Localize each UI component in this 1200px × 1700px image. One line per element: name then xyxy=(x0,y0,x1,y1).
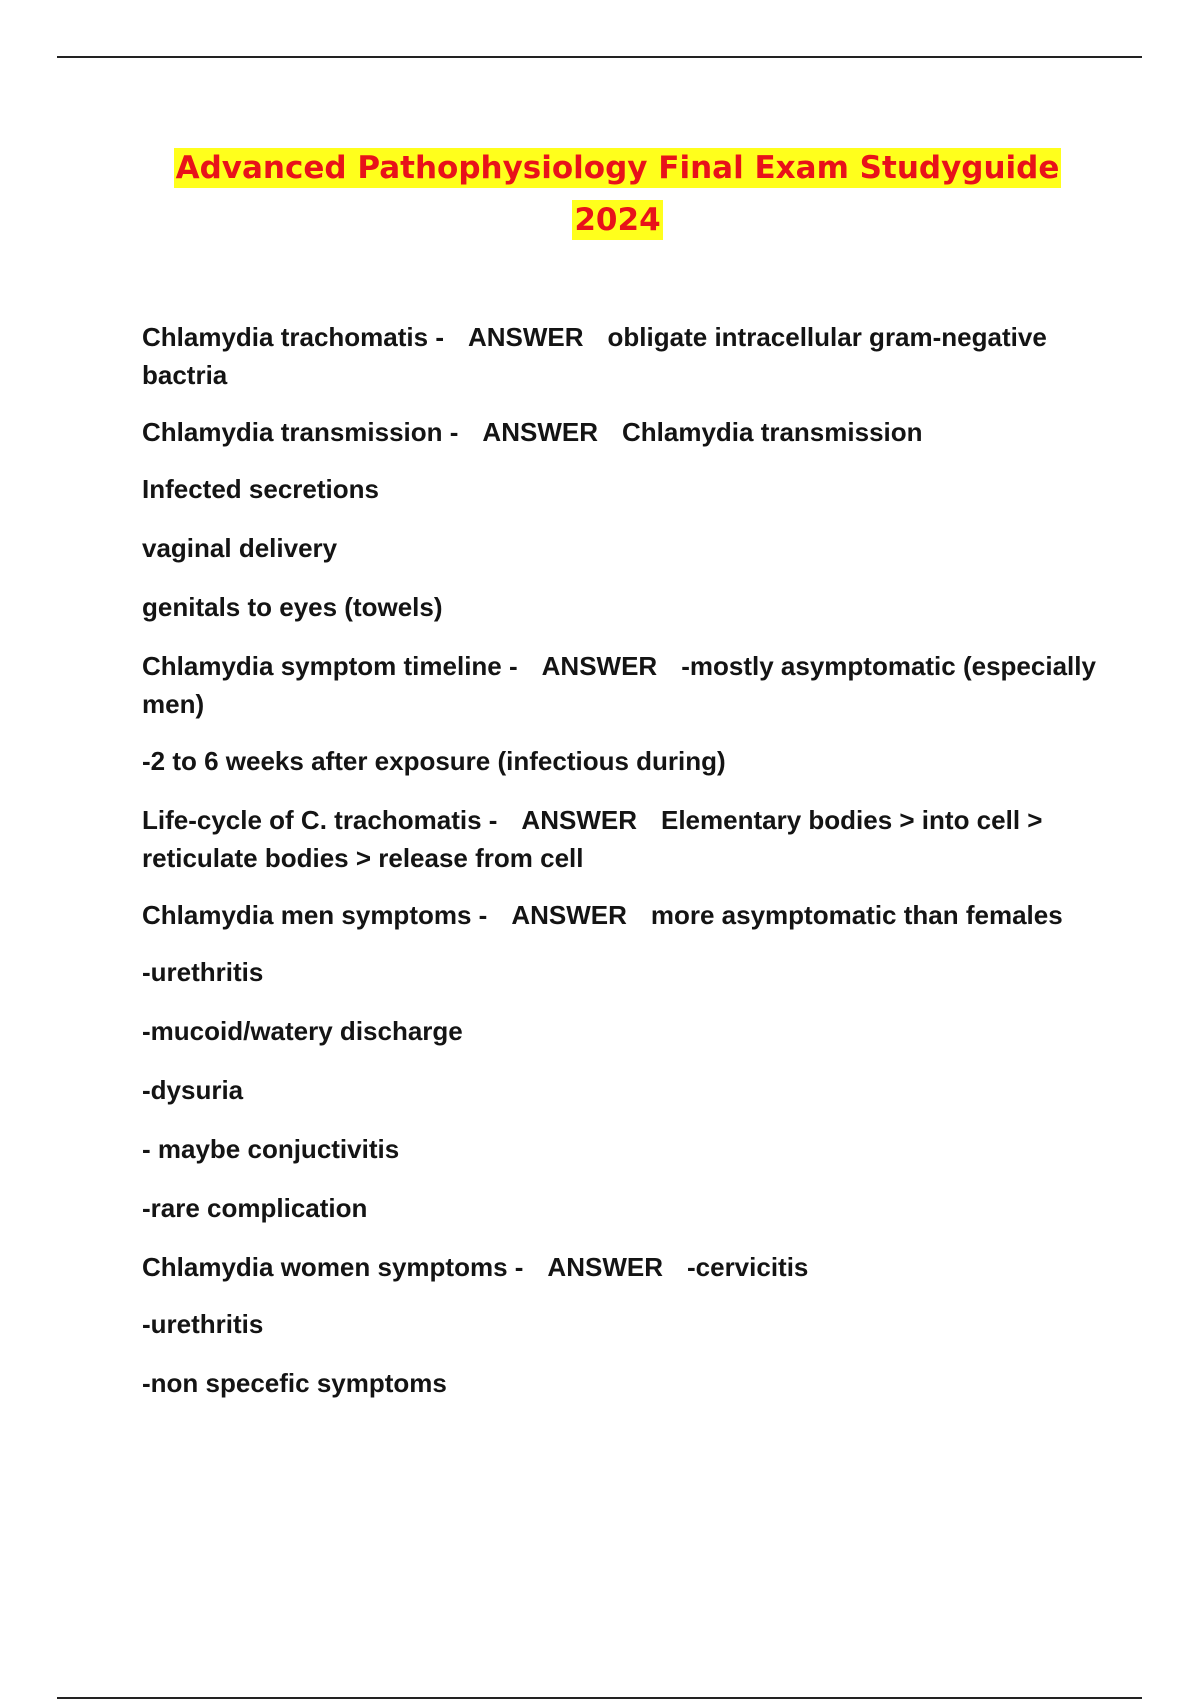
title-line-1: Advanced Pathophysiology Final Exam Studyguide xyxy=(175,150,1060,186)
title-line-2: 2024 xyxy=(574,202,661,238)
text-line: -rare complication xyxy=(142,1193,368,1223)
entry-term: Chlamydia transmission - xyxy=(142,417,459,447)
qa-entry xyxy=(142,896,1102,934)
entry-answer: Elementary bodies > into cell > reticulate bodies > release from cell xyxy=(142,805,1043,873)
entry-term: Chlamydia women symptoms - xyxy=(142,1252,524,1282)
qa-entry xyxy=(142,647,1102,723)
entry-answer: obligate intracellular gram-negative bactria xyxy=(142,322,1047,390)
text-line: -dysuria xyxy=(142,1075,244,1105)
answer-label: ANSWER xyxy=(482,417,598,447)
study-content xyxy=(142,318,1102,1423)
text-line: -urethritis xyxy=(142,957,264,987)
top-rule xyxy=(57,56,1142,58)
answer-label: ANSWER xyxy=(521,805,637,835)
entry-answer: more asymptomatic than females xyxy=(650,900,1063,930)
qa-entry xyxy=(142,413,1102,451)
entry-answer: -mostly asymptomatic (especially men) xyxy=(142,651,1096,719)
document-title xyxy=(0,142,1200,246)
entry-term: Life-cycle of C. trachomatis - xyxy=(142,805,498,835)
entry-answer: Chlamydia transmission xyxy=(621,417,923,447)
text-line: vaginal delivery xyxy=(142,533,338,563)
qa-entry xyxy=(142,801,1102,877)
answer-label: ANSWER xyxy=(547,1252,663,1282)
text-line: -urethritis xyxy=(142,1309,264,1339)
entry-term: Chlamydia symptom timeline - xyxy=(142,651,518,681)
text-line: genitals to eyes (towels) xyxy=(142,592,443,622)
entry-term: Chlamydia men symptoms - xyxy=(142,900,488,930)
bottom-rule xyxy=(57,1697,1142,1699)
answer-label: ANSWER xyxy=(511,900,627,930)
text-line: -2 to 6 weeks after exposure (infectious during) xyxy=(142,746,726,776)
qa-entry xyxy=(142,318,1102,394)
text-line: -non specefic symptoms xyxy=(142,1368,447,1398)
answer-label: ANSWER xyxy=(541,651,658,681)
entry-term: Chlamydia trachomatis - xyxy=(142,322,444,352)
entry-answer: -cervicitis xyxy=(686,1252,809,1282)
text-line: -mucoid/watery discharge xyxy=(142,1016,463,1046)
text-line: Infected secretions xyxy=(142,474,379,504)
qa-entry xyxy=(142,1248,1102,1286)
answer-label: ANSWER xyxy=(467,322,584,352)
text-line: - maybe conjuctivitis xyxy=(142,1134,400,1164)
